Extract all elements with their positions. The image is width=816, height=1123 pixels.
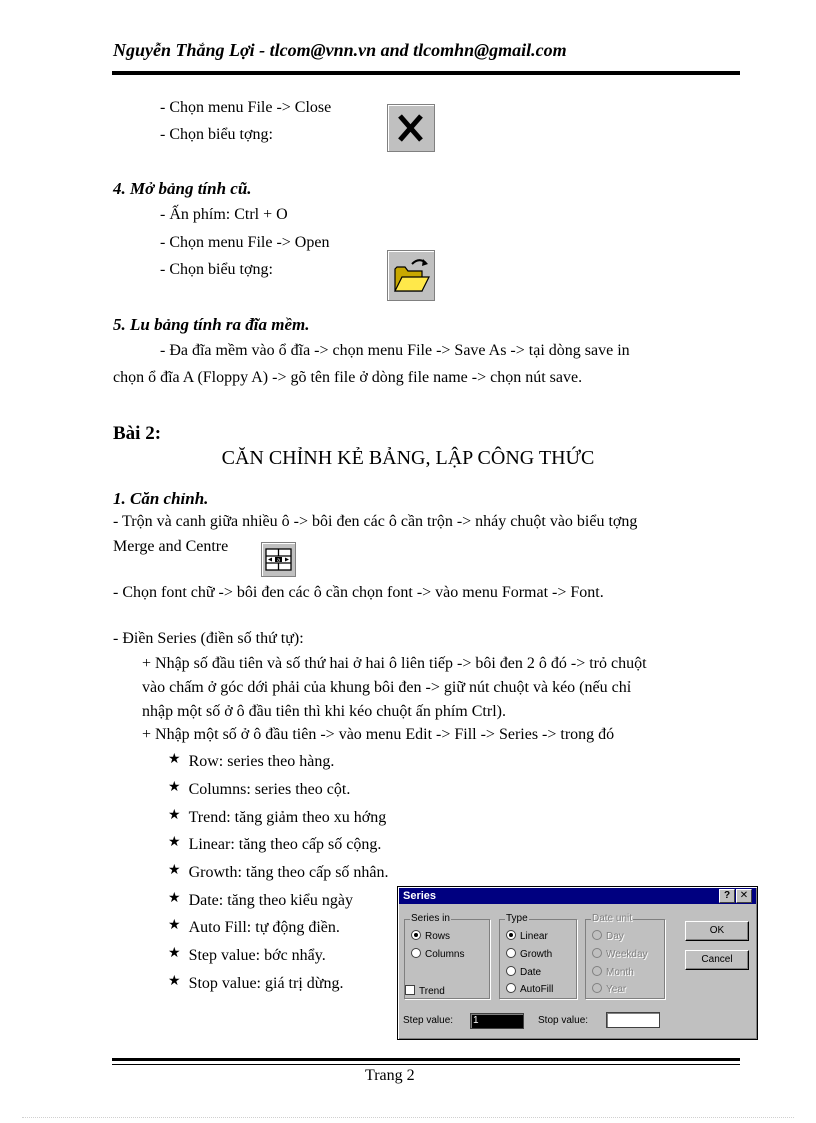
radio-icon (506, 966, 516, 976)
star-icon: ★ (168, 918, 181, 933)
radio-icon (506, 983, 516, 993)
plus2-line: + Nhập một số ở ô đầu tiên -> vào menu Edit -> Fill -> Series -> trong đó (142, 726, 615, 743)
svg-text:a: a (276, 557, 281, 564)
radio-icon (506, 948, 516, 958)
bai2-title: CĂN CHỈNH KẺ BẢNG, LẬP CÔNG THỨC (221, 447, 595, 469)
radio-day: Day (592, 930, 624, 942)
radio-month: Month (592, 966, 634, 978)
bullet-item: ★ Trend: tăng giảm theo xu hớng (168, 808, 387, 826)
radio-columns[interactable]: Columns (411, 948, 464, 960)
step-value-label: Step value: (403, 1015, 454, 1026)
radio-icon (592, 948, 602, 958)
open-heading: 4. Mở bảng tính cũ. (113, 179, 252, 198)
star-icon: ★ (168, 808, 181, 823)
radio-weekday: Weekday (592, 948, 648, 960)
type-group (499, 913, 577, 999)
series-in-label: Series in (411, 913, 450, 924)
bullet-item: ★ Date: tăng theo kiểu ngày (168, 891, 353, 909)
bullet-item: ★ Step value: bớc nhẩy. (168, 946, 326, 964)
plus1-line-1: + Nhập số đầu tiên và số thứ hai ở hai ô liên tiếp -> bôi đen 2 ô đó -> trỏ chuột (142, 655, 647, 672)
step-value-input[interactable]: 1 (470, 1013, 524, 1029)
page-number: Trang 2 (365, 1067, 415, 1084)
close-icon[interactable]: ✕ (736, 889, 752, 903)
radio-linear[interactable]: Linear (506, 930, 548, 942)
bullet-item: ★ Stop value: giá trị dừng. (168, 974, 344, 992)
font-line: - Chọn font chữ -> bôi đen các ô cần chọn font -> vào menu Format -> Font. (113, 584, 604, 601)
date-unit-label: Date unit (592, 913, 633, 924)
help-button[interactable]: ? (719, 889, 735, 903)
can-chinh-heading: 1. Căn chỉnh. (113, 489, 209, 508)
series-intro: - Điền Series (điền số thứ tự): (113, 630, 304, 647)
bullet-item: ★ Columns: series theo cột. (168, 780, 351, 798)
dialog-title: Series (403, 890, 437, 902)
radio-icon (592, 966, 602, 976)
radio-selected-icon (411, 930, 421, 940)
radio-autofill[interactable]: AutoFill (506, 983, 553, 995)
star-icon: ★ (168, 863, 181, 878)
date-unit-group (585, 913, 665, 999)
save-line-1: - Đa đĩa mềm vào ổ đĩa -> chọn menu File -> Save As -> tại dòng save in (160, 342, 630, 359)
open-line-2: - Chọn menu File -> Open (160, 234, 330, 251)
dialog-titlebar (399, 888, 756, 904)
star-icon: ★ (168, 974, 181, 989)
save-heading: 5. Lu bảng tính ra đĩa mềm. (113, 315, 310, 334)
trend-checkbox[interactable]: Trend (405, 985, 445, 997)
bullet-item: ★ Growth: tăng theo cấp số nhân. (168, 863, 389, 881)
open-line-3: - Chọn biểu tợng: (160, 261, 273, 278)
footer-rule (112, 1058, 740, 1061)
radio-icon (592, 983, 602, 993)
ok-button[interactable]: OK (685, 921, 749, 941)
radio-growth[interactable]: Growth (506, 948, 552, 960)
stop-value-input[interactable] (606, 1012, 660, 1028)
header-rule (112, 71, 740, 75)
close-line-1: - Chọn menu File -> Close (160, 99, 332, 116)
radio-icon (592, 930, 602, 940)
star-icon: ★ (168, 752, 181, 767)
radio-icon (411, 948, 421, 958)
footer-rule-thin (112, 1064, 740, 1065)
star-icon: ★ (168, 835, 181, 850)
merge-line-2: Merge and Centre (113, 538, 229, 555)
close-line-2: - Chọn biểu tợng: (160, 126, 273, 143)
stop-value-label: Stop value: (538, 1015, 589, 1026)
save-line-2: chọn ổ đĩa A (Floppy A) -> gõ tên file ở dòng file name -> chọn nút save. (113, 369, 583, 386)
radio-rows[interactable]: Rows (411, 930, 450, 942)
bullet-item: ★ Linear: tăng theo cấp số cộng. (168, 835, 382, 853)
cancel-button[interactable]: Cancel (685, 950, 749, 970)
star-icon: ★ (168, 780, 181, 795)
page-header-title: Nguyễn Thắng Lợi - tlcom@vnn.vn and tlcomhn@gmail.com (113, 40, 567, 60)
close-x-icon (387, 104, 435, 152)
star-icon: ★ (168, 946, 181, 961)
merge-and-center-icon (261, 542, 296, 577)
radio-selected-icon (506, 930, 516, 940)
plus1-line-3: nhập một số ở ô đầu tiên thì khi kéo chuột ấn phím Ctrl). (142, 703, 506, 720)
merge-line-1: - Trộn và canh giữa nhiều ô -> bôi đen các ô cần trộn -> nháy chuột vào biểu tợng (113, 513, 638, 530)
series-dialog (397, 886, 758, 1040)
radio-year: Year (592, 983, 626, 995)
bai2-label: Bài 2: (113, 423, 162, 444)
open-line-1: - Ấn phím: Ctrl + O (160, 206, 288, 223)
open-folder-icon (387, 250, 435, 301)
checkbox-icon (405, 985, 415, 995)
type-label: Type (506, 913, 528, 924)
star-icon: ★ (168, 891, 181, 906)
page-edge (22, 1117, 794, 1118)
bullet-item: ★ Auto Fill: tự động điền. (168, 918, 340, 936)
plus1-line-2: vào chấm ở góc dới phải của khung bôi đen -> giữ nút chuột và kéo (nếu chỉ (142, 679, 632, 696)
bullet-item: ★ Row: series theo hàng. (168, 752, 335, 770)
radio-date[interactable]: Date (506, 966, 541, 978)
